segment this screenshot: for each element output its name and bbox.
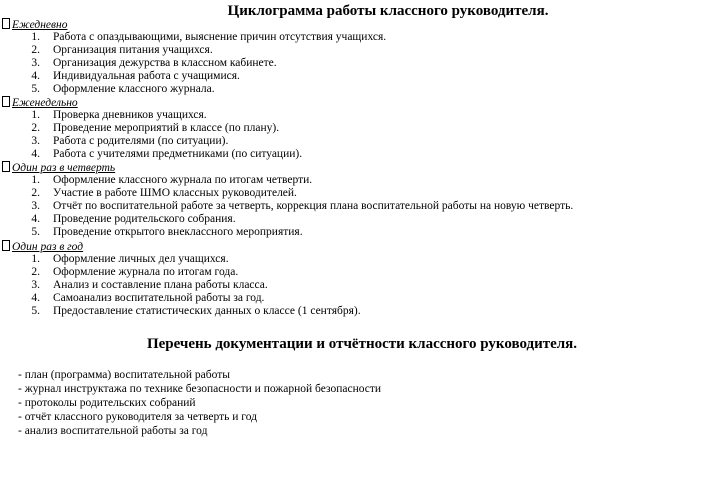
list-item-number: 1. (31, 109, 40, 121)
list-item-number: 1. (31, 253, 40, 265)
list-item-text: Отчёт по воспитательной работе за четверть, коррекция плана воспитательной работы на новую четверть. (53, 200, 574, 212)
list-item-text: Проведение открытого внеклассного мероприятия. (53, 226, 303, 238)
section-heading (2, 240, 83, 254)
document-item: - план (программа) воспитательной работы (18, 369, 230, 381)
section-heading-text: Один раз в четверть (12, 162, 116, 174)
checkbox-bullet-icon (2, 18, 10, 29)
list-item-number: 4. (31, 292, 40, 304)
list-item-text: Оформление классного журнала по итогам четверти. (53, 174, 313, 186)
document-item: - журнал инструктажа по технике безопасности и пожарной безопасности (18, 383, 382, 395)
section-heading-text: Еженедельно (12, 97, 78, 109)
list-item-text: Оформление классного журнала. (53, 83, 215, 95)
list-item-number: 2. (31, 44, 40, 56)
page-title: Циклограмма работы классного руководителя. (227, 3, 549, 19)
list-item-number: 2. (31, 187, 40, 199)
list-item-number: 1. (31, 174, 40, 186)
section-heading (2, 96, 78, 110)
list-item-number: 2. (31, 122, 40, 134)
list-item-text: Участие в работе ШМО классных руководителей. (53, 187, 297, 199)
list-item-number: 1. (31, 31, 40, 43)
list-item-text: Анализ и составление плана работы класса. (53, 279, 268, 291)
document-item: - протоколы родительских собраний (18, 397, 196, 409)
list-item-number: 3. (31, 279, 40, 291)
list-item-number: 2. (31, 266, 40, 278)
list-item-text: Оформление журнала по итогам года. (53, 266, 239, 278)
list-item-number: 3. (31, 135, 40, 147)
list-item-number: 4. (31, 70, 40, 82)
section-heading-text: Ежедневно (12, 19, 68, 31)
list-item-number: 4. (31, 148, 40, 160)
list-item-number: 5. (31, 305, 40, 317)
section-heading-text: Один раз в год (12, 241, 84, 253)
list-item-number: 3. (31, 57, 40, 69)
document-item: - анализ воспитательной работы за год (18, 425, 208, 437)
document-item: - отчёт классного руководителя за четверть и год (18, 411, 258, 423)
list-item-text: Проведение мероприятий в классе (по плану). (53, 122, 280, 134)
list-item-text: Оформление личных дел учащихся. (53, 253, 229, 265)
list-item-text: Организация питания учащихся. (53, 44, 213, 56)
list-item-text: Проверка дневников учащихся. (53, 109, 207, 121)
checkbox-bullet-icon (2, 96, 10, 107)
list-item-text: Предоставление статистических данных о классе (1 сентября). (53, 305, 361, 317)
section-heading (2, 18, 67, 32)
list-item-text: Проведение родительского собрания. (53, 213, 236, 225)
list-item-text: Самоанализ воспитательной работы за год. (53, 292, 265, 304)
list-item-number: 5. (31, 83, 40, 95)
documents-title: Перечень документации и отчётности классного руководителя. (146, 336, 578, 352)
checkbox-bullet-icon (2, 161, 10, 172)
list-item-number: 4. (31, 213, 40, 225)
checkbox-bullet-icon (2, 240, 10, 251)
list-item-text: Индивидуальная работа с учащимися. (53, 70, 240, 82)
section-heading (2, 161, 115, 175)
list-item-text: Работа с опаздывающими, выяснение причин отсутствия учащихся. (53, 31, 387, 43)
list-item-number: 5. (31, 226, 40, 238)
list-item-text: Работа с учителями предметниками (по ситуации). (53, 148, 303, 160)
list-item-text: Организация дежурства в классном кабинете. (53, 57, 277, 69)
list-item-text: Работа с родителями (по ситуации). (53, 135, 229, 147)
list-item-number: 3. (31, 200, 40, 212)
